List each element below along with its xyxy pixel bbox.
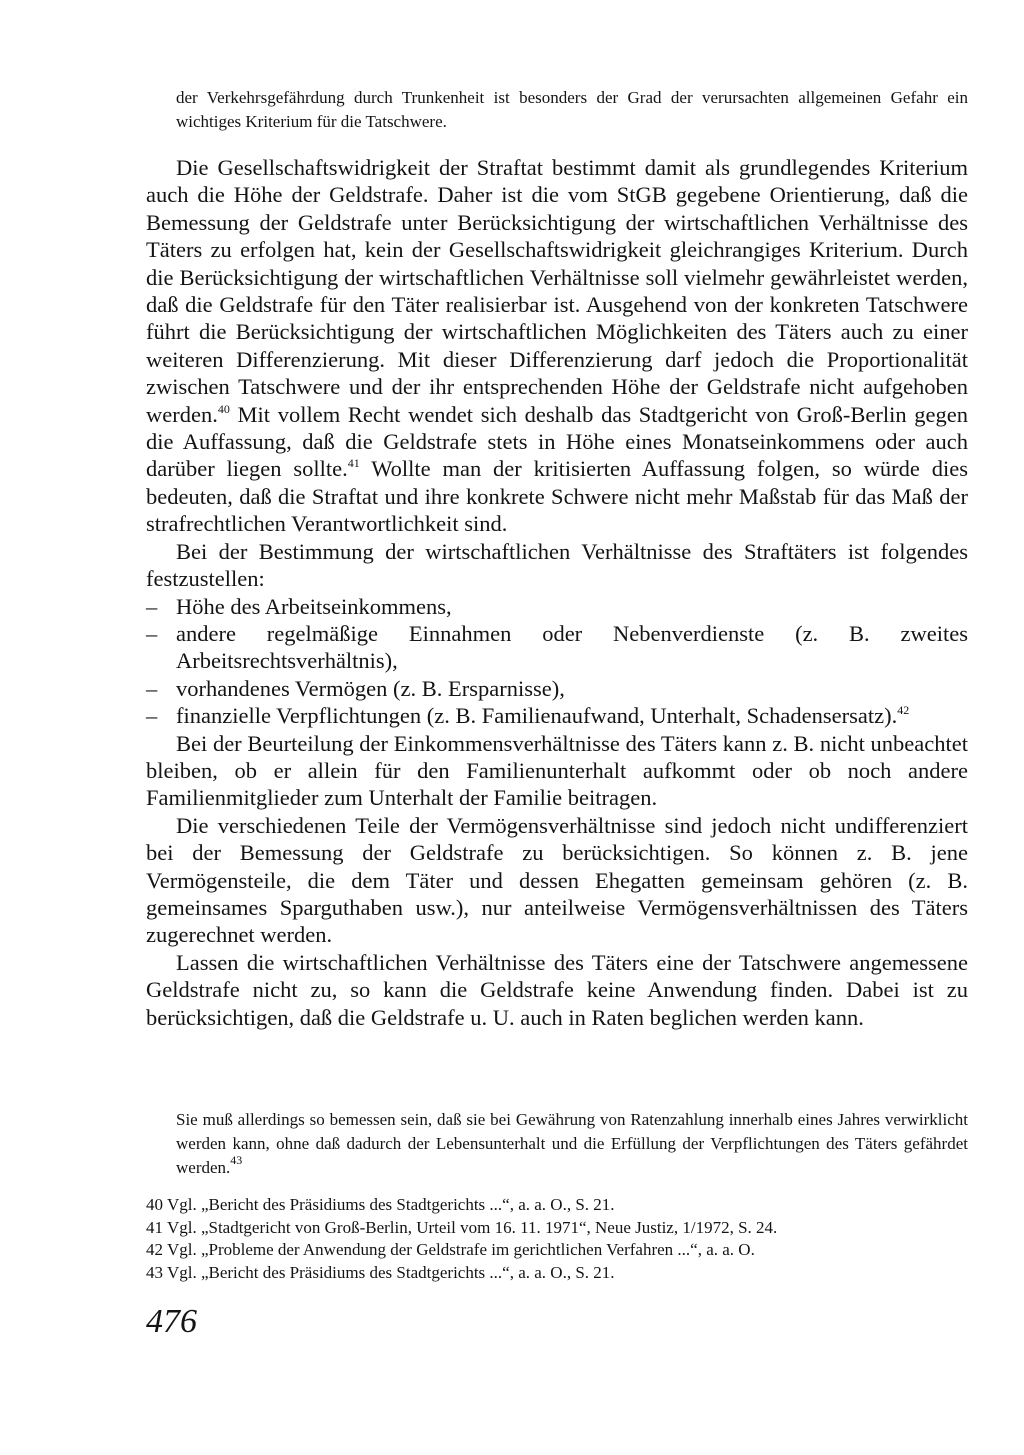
- body-text: [146, 154, 968, 1031]
- paragraph-1-part-b: Mit vollem Recht wendet sich deshalb das Stadtgericht von Groß-Berlin gegen die Auffassung, daß die Geldstrafe stets in Höhe eines Monatseinkommens oder auch darüber liegen sollte.: [146, 401, 968, 482]
- paragraph-3: Bei der Beurteilung der Einkommensverhältnisse des Täters kann z. B. nicht unbeachtet bleiben, ob er allein für den Familienunterhalt aufkommt oder ob noch andere Familienmitglieder zum Unterhalt der Familie beitragen.: [146, 730, 968, 811]
- block-quote-bottom-text: Sie muß allerdings so bemessen sein, daß sie bei Gewährung von Ratenzahlung innerhalb eines Jahres verwirklicht werden kann, ohne daß dadurch der Lebensunterhalt und die Erfüllung der Verpflichtungen des Täters gefährdet werden.: [176, 1110, 968, 1177]
- list-dash: –: [146, 593, 158, 619]
- paragraph-2: Bei der Bestimmung der wirtschaftlichen Verhältnisse des Straftäters ist folgendes festzustellen:: [146, 538, 968, 592]
- footnote-ref-40: 40: [217, 401, 230, 416]
- block-quote-bottom: [176, 1108, 968, 1180]
- paragraph-1-part-a: Die Gesellschaftswidrigkeit der Straftat bestimmt damit als grundlegendes Kriterium auch die Höhe der Geldstrafe. Daher ist die vom StGB gegebene Orientierung, daß die Bemessung der Geldstrafe unter Berücksichtigung der wirtschaftlichen Verhältnisse des Täters zu erfolgen hat, kein der Gesellschaftswidrigkeit gleichrangiges Kriterium. Durch die Berücksichtigung der wirtschaftlichen Verhältnisse soll vielmehr gewährleistet werden, daß die Geldstrafe für den Täter realisierbar ist. Ausgehend von der konkreten Tatschwere führt die Berücksichtigung der wirtschaftlichen Möglichkeiten des Täters auch zu einer weiteren Differenzierung. Mit dieser Differenzierung darf jedoch die Proportionalität zwischen Tatschwere und der ihr entsprechenden Höhe der Geldstrafe nicht aufgehoben werden.: [146, 155, 968, 427]
- footnote-41: 41 Vgl. „Stadtgericht von Groß-Berlin, Urteil vom 16. 11. 1971“, Neue Justiz, 1/1972, S. 24.: [146, 1217, 778, 1237]
- footnote-40: 40 Vgl. „Bericht des Präsidiums des Stadtgerichts ...“, a. a. O., S. 21.: [146, 1195, 615, 1214]
- list-item-text: Höhe des Arbeitseinkommens,: [176, 593, 452, 619]
- footnotes: [146, 1194, 968, 1284]
- list-dash: –: [146, 620, 158, 646]
- list-item-text: andere regelmäßige Einnahmen oder Nebenverdienste (z. B. zweites Arbeitsrechtsverhältnis),: [176, 620, 968, 674]
- list: [146, 593, 968, 730]
- paragraph-1: [146, 154, 968, 538]
- list-item: [146, 620, 968, 675]
- list-item-text: finanzielle Verpflichtungen (z. B. Familienaufwand, Unterhalt, Schadensersatz).: [176, 703, 898, 729]
- list-item: [146, 675, 968, 702]
- paragraph-5: Lassen die wirtschaftlichen Verhältnisse des Täters eine der Tatschwere angemessene Geldstrafe nicht zu, so kann die Geldstrafe keine Anwendung finden. Dabei ist zu berücksichtigen, daß die Geldstrafe u. U. auch in Raten beglichen werden kann.: [146, 949, 968, 1030]
- list-item-text: vorhandenes Vermögen (z. B. Ersparnisse),: [176, 675, 565, 701]
- list-item: [146, 702, 968, 729]
- block-quote-top: [176, 86, 968, 134]
- footnote-ref-42: 42: [897, 703, 910, 718]
- footnote-42: 42 Vgl. „Probleme der Anwendung der Geldstrafe im gerichtlichen Verfahren ...“, a. a. O.: [146, 1240, 755, 1259]
- page-number: 476: [146, 1303, 197, 1340]
- list-dash: –: [146, 703, 158, 729]
- footnote-ref-41: 41: [347, 456, 360, 471]
- footnote-ref-43: 43: [230, 1153, 243, 1167]
- block-quote-top-text: der Verkehrsgefährdung durch Trunkenheit ist besonders der Grad der verursachten allgemeinen Gefahr ein wichtiges Kriterium für die Tatschwere.: [176, 88, 968, 131]
- paragraph-1-part-c: Wollte man der kritisierten Auffassung folgen, so würde dies bedeuten, daß die Straftat und ihre konkrete Schwere nicht mehr Maßstab für das Maß der strafrechtlichen Verantwortlichkeit sind.: [146, 456, 968, 537]
- footnote-43: 43 Vgl. „Bericht des Präsidiums des Stadtgerichts ...“, a. a. O., S. 21.: [146, 1262, 615, 1282]
- paragraph-4: Die verschiedenen Teile der Vermögensverhältnisse sind jedoch nicht undifferenziert bei der Bemessung der Geldstrafe zu berücksichtigen. So können z. B. jene Vermögensteile, die dem Täter und dessen Ehegatten gemeinsam gehören (z. B. gemeinsames Sparguthaben usw.), nur anteilweise Vermögensverhältnissen des Täters zugerechnet werden.: [146, 812, 968, 948]
- list-item: [146, 593, 968, 620]
- list-dash: –: [146, 675, 158, 701]
